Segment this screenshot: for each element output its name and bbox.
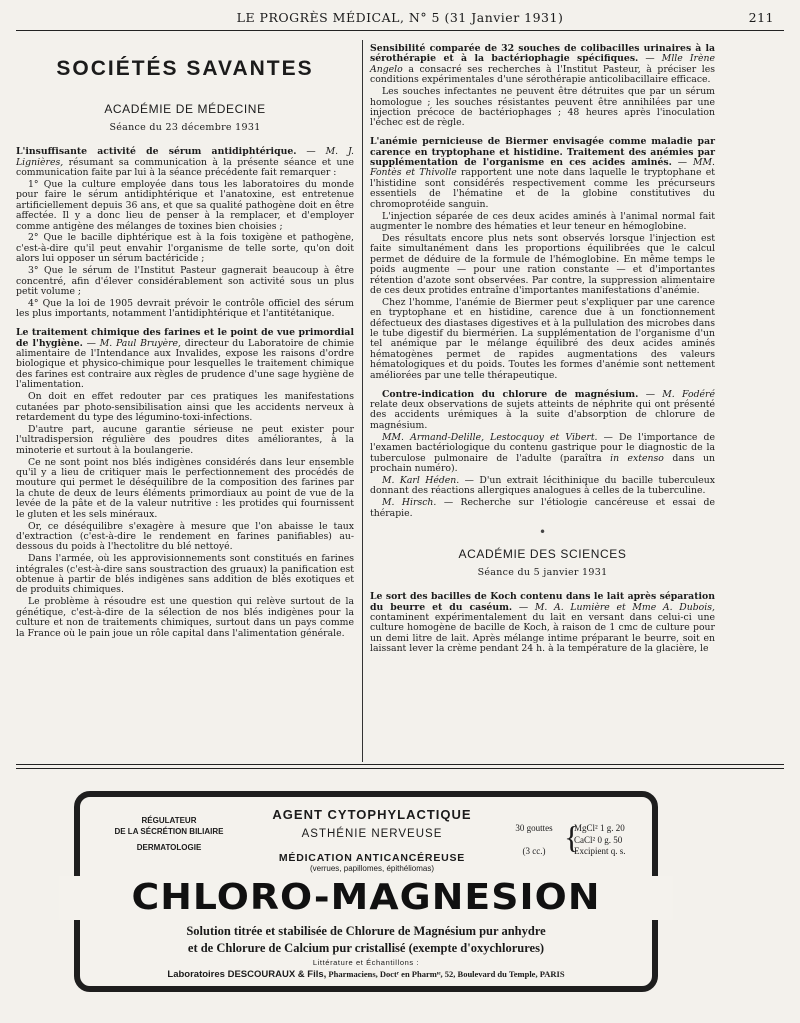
left-column (16, 40, 354, 641)
ad-dose-volume: (3 cc.) (522, 845, 546, 856)
article-paragraph: D'autre part, aucune garantie sérieuse ne peut exister pour l'ultradispersion régulière des poudres dites améliorantes, à la minoterie et surtout à la boulangerie. (16, 423, 354, 456)
academy-medicine-session: Séance du 23 décembre 1931 (109, 121, 261, 133)
article-koch-intro (370, 592, 715, 654)
ad-asthenie: ASTHÉNIE NERVEUSE (301, 828, 443, 840)
ad-solution (80, 923, 652, 957)
ad-indication: DE LA SÉCRÉTION BILIAIRE (114, 827, 224, 836)
article-gastrique (370, 433, 715, 475)
article-paragraph: 4° Que la loi de 1905 devrait prévoir le contrôle officiel des sérum les plus importants, notamment l'antidiphtérique et l'antitétanique. (16, 297, 354, 320)
article-author: MM. Armand-Delille, Lestocquoy et Vibert. (382, 431, 598, 443)
bottom-rule (16, 768, 784, 769)
separator-ornament: • (538, 524, 547, 539)
ad-solution-line: et de Chlorure de Calcium pur cristallisé (exempte d'oxychlorures) (187, 941, 545, 955)
ad-indication: RÉGULATEUR (141, 816, 197, 825)
article-author: — MM. Fontès et Thivolle (370, 157, 715, 179)
article-title: Sensibilité comparée de 32 souches de colibacilles urinaires à la sérothérapie et à la bactériophagie spécifiques. (370, 43, 715, 65)
article-text: — Recherche sur l'étiologie cancéreuse et essai de thérapie. (370, 497, 715, 519)
ad-solution-line: Solution titrée et stabilisée de Chlorure de Magnésium pur anhydre (186, 924, 546, 938)
ad-dose (504, 823, 564, 857)
ad-composition (574, 823, 626, 858)
ad-agent: AGENT CYTOPHYLACTIQUE (272, 807, 472, 822)
ad-claims (252, 807, 492, 873)
right-column (370, 44, 715, 656)
article-author: — M. Fodéré (645, 388, 715, 400)
section-title: SOCIÉTÉS SAVANTES (56, 57, 314, 80)
running-head (16, 8, 784, 30)
advertisement-box (74, 791, 658, 992)
ad-brand-name: CHLORO-MAGNESION (59, 876, 672, 920)
ad-indications (114, 815, 224, 853)
page-number: 211 (748, 10, 774, 25)
article-author: — M. J. Lignières, (16, 146, 354, 168)
ad-laboratory (80, 969, 652, 980)
ad-lab-name: Laboratoires DESCOURAUX & Fils, (167, 969, 327, 980)
ad-medication: MÉDICATION ANTICANCÉREUSE (278, 852, 466, 864)
article-text: contaminent expérimentalement du lait en versant dans celui-ci une culture homogène de bacille de Koch, à raison de 1 cmc de culture pour un demi litre de lait. Après mélange intime préparant le beurre, soit en laissant lever la crème pendant 24 h. à la température de la glacière, le (370, 612, 715, 655)
academy-sciences-title: ACADÉMIE DES SCIENCES (458, 547, 627, 562)
ad-lab-address: Pharmaciens, Doctʳ en Pharmᶦᵉ, 52, Boulevard du Temple, PARIS (326, 969, 565, 979)
article-text: a consacré ses recherches à l'Institut Pasteur, à préciser les conditions expérimentales d'une sérothérapie anticolibacillaire efficace. (370, 63, 715, 86)
article-title: L'anémie pernicieuse de Biermer envisagée comme maladie par carence en tryptophane et histidine. Traitement des anémies par supplémentation de l'organisme en ces acides aminés. (370, 136, 715, 169)
article-paragraph: On doit en effet redouter par ces pratiques les manifestations cutanées par photo-sensibilisation ainsi que les accidents nerveux à retardement du type des légumino-toxi-infections. (16, 391, 354, 423)
article-cancer (370, 498, 715, 519)
ad-dose-drops: 30 gouttes (515, 823, 553, 833)
article-text: résumant sa communication à la présente séance et une communication faite par lui à la séance précédente fait remarquer : (16, 156, 354, 179)
article-text: dans un prochain numéro). (370, 452, 715, 474)
ad-verrues: (verrues, papillomes, épithéliomas) (309, 864, 435, 873)
header-rule (16, 30, 784, 31)
article-farines-intro (16, 328, 354, 390)
article-text: — De l'importance de l'examen bactériologique du contenu gastrique pour le diagnostic de la tuberculose pulmonaire de l'adulte (paraîtra (370, 431, 715, 464)
article-paragraph: 1° Que la culture employée dans tous les laboratoires du monde pour faire le sérum antidiphtérique et l'anatoxine, est entretenue artificiellement depuis 36 ans, et que sa qualité pathogène doit en être affectée. Il y a donc lieu de penser à la remplacer, et d'employer comme antigène des mélanges de toxines bien choisies ; (16, 178, 354, 232)
ad-composition-line: CaCl² 0 g. 50 (574, 834, 623, 845)
article-author: — Mlle Irène Angelo (370, 53, 715, 75)
brace-glyph: { (564, 819, 580, 855)
article-text-italic: in extenso (610, 452, 664, 464)
article-text: — D'un extrait lécithinique du bacille tuberculeux donnant des réactions allergiques analogues à celles de la tuberculine. (370, 474, 715, 497)
article-paragraph: 3° Que le sérum de l'Institut Pasteur gagnerait beaucoup à être concentré, afin d'élever considérablement son activité sous un plus petit volume ; (16, 265, 354, 297)
article-title: Le sort des bacilles de Koch contenu dans le lait après séparation du beurre et du caséum. (370, 591, 715, 613)
article-serum-intro (16, 147, 354, 178)
article-colibacilles-intro (370, 44, 715, 86)
ad-composition-line: MgCl² 1 g. 20 (574, 823, 625, 833)
ad-indication: DERMATOLOGIE (136, 843, 202, 852)
article-text: relate deux observations de sujets atteints de néphrite qui ont présenté des accidents urémiques à la suite d'absorption de chlorure de magnésium. (370, 399, 715, 431)
article-paragraph: Chez l'homme, l'anémie de Biermer peut s'expliquer par une carence en tryptophane et en histidine, carence due à un fonctionnement défectueux des diastases digestives et à la pullulation des microbes dans le tube digestif du biermérien. La supplémentation de l'organisme d'un tel anémique par le mélange équilibré des deux acides aminés hématogènes permet de rapides augmentations des valeurs hématologiques et du poids. Toutes les formes d'anémie sont nettement améliorées par une telle thérapeutique. (370, 296, 715, 381)
article-title: Le traitement chimique des farines et le point de vue primordial de l'hygiène. (16, 327, 354, 349)
article-paragraph: Ce ne sont point nos blés indigènes considérés dans leur ensemble qu'il y a lieu de critiquer mais le perfectionnement des procédés de mouture qui permet le déséquilibre de la composition des farines par la chute de deux de leurs éléments primordiaux au point de vue de la levée de la pâte et de la valeur nutritive : les protides qui fournissent le gluten et les sels minéraux. (16, 456, 354, 520)
article-title: L'insuffisante activité de sérum antidiphtérique. (16, 146, 297, 158)
article-author: M. Karl Héden. (382, 474, 460, 486)
article-paragraph: Dans l'armée, où les approvisionnements sont constitués en farines intégrales (c'est-à-dire sans soustraction des gruaux) la panification est obtenue à partir de blés indigènes sans addition de blés exotiques et de produits chimiques. (16, 553, 354, 596)
article-paragraph: Or, ce déséquilibre s'exagère à mesure que l'on abaisse le taux d'extraction (c'est-à-dire le rendement en farines panifiables) au-dessous du poids à l'hectolitre du blé nettoyé. (16, 520, 354, 553)
academy-medicine-title: ACADÉMIE DE MÉDECINE (104, 102, 266, 117)
article-paragraph: L'injection séparée de ces deux acides aminés à l'animal normal fait augmenter le nombre des hématies et leur teneur en hémoglobine. (370, 210, 715, 232)
ad-samples: Littérature et Échantillons : (312, 958, 420, 967)
article-magnesium (370, 390, 715, 432)
article-text: directeur du Laboratoire de chimie alimentaire de l'Intendance aux Invalides, expose les raisons d'ordre biologique et physico-chimique pour lesquelles le traitement chimique des farines est contraire aux règles de prudence d'une sage hygiène de l'alimentation. (16, 337, 354, 391)
academy-sciences-session: Séance du 5 janvier 1931 (477, 566, 608, 578)
article-title: Contre-indication du chlorure de magnésium. (382, 388, 639, 400)
article-text: rapportent une note dans laquelle le tryptophane et l'histidine sont considérés respectivement comme les précurseurs essentiels de l'hématine et de la globine constitutives du chromoprotéide sanguin. (370, 167, 715, 210)
article-paragraph: Des résultats encore plus nets sont observés lorsque l'injection est faite simultanément dans les proportions équilibrées que le calcul permet de déduire de la formule de l'hémoglobine. En même temps le poids augmente — pour une ration constante — et d'importantes rétention d'azote sont observées. Par contre, la suppression alimentaire de ces deux protides entraîne d'importantes manifestations d'anémie. (370, 232, 715, 296)
article-biermer-intro (370, 137, 715, 210)
article-paragraph: 2° Que le bacille diphtérique est à la fois toxigène et pathogène, c'est-à-dire qu'il peut envahir l'organisme de telle sorte, qu'on doit alors lui opposer un sérum bactéricide ; (16, 232, 354, 265)
article-lecithine (370, 476, 715, 497)
article-author: — M. A. Lumière et Mme A. Dubois, (518, 601, 715, 613)
article-author: M. Hirsch. (382, 497, 437, 509)
article-paragraph: Les souches infectantes ne peuvent être détruites que par un sérum homologue ; les souches résistantes peuvent être annihilées par une injection précoce de bactériophages ; 48 heures après l'inoculation l'échec est de règle. (370, 86, 715, 129)
ad-composition-line: Excipient q. s. (574, 846, 626, 856)
running-title: LE PROGRÈS MÉDICAL, N° 5 (31 Janvier 1931) (236, 10, 564, 25)
column-rule (362, 40, 363, 762)
article-paragraph: Le problème à résoudre est une question qui relève surtout de la génétique, c'est-à-dire de la sélection de nos blés indigènes pour la culture et non de traitements chimiques, surtout dans un pays comme la France où le pain joue un rôle capital dans l'alimentation générale. (16, 596, 354, 639)
bottom-rule (16, 764, 784, 765)
article-author: — M. Paul Bruyère, (86, 337, 182, 349)
